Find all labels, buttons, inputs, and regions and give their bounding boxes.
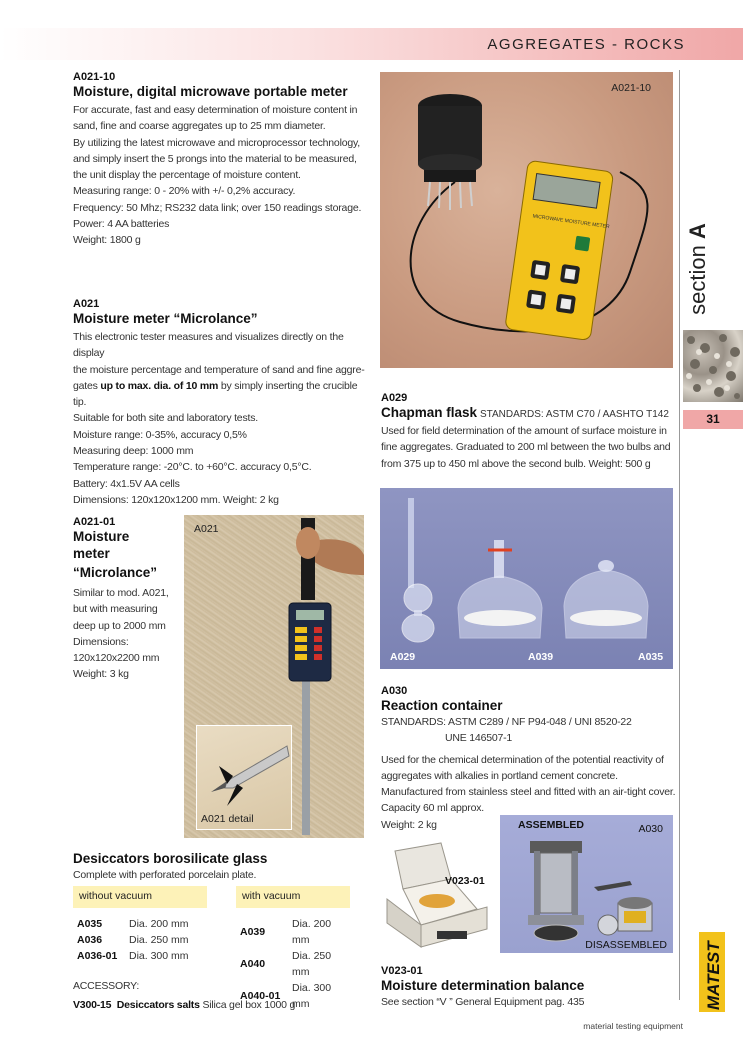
- desc-line: Capacity 60 ml approx.: [381, 802, 484, 815]
- standards-line: UNE 146507-1: [445, 732, 513, 745]
- desc-line: Weight: 1800 g: [73, 234, 141, 247]
- desc-line: deep up to 2000 mm: [73, 619, 166, 632]
- table-row: [77, 932, 189, 948]
- desc-line: Battery: 4x1.5V AA cells: [73, 477, 180, 490]
- table-cell-dia: Dia. 200 mm: [292, 918, 332, 946]
- table-cell-dia: Dia. 300 mm: [292, 982, 332, 1010]
- product-description: [73, 585, 178, 683]
- glassware-illustration: [380, 488, 673, 669]
- desc-line: Weight: 3 kg: [73, 668, 129, 681]
- product-description: See section “V ” General Equipment pag. 435: [381, 996, 585, 1008]
- product-title: Moisture meter “Microlance”: [73, 311, 258, 326]
- desc-line: Suitable for both site and laboratory tests.: [73, 412, 258, 425]
- desc-line: Moisture range: 0-35%, accuracy 0,5%: [73, 428, 247, 441]
- photo-v023-01: [381, 839, 498, 961]
- desc-line: Manufactured from stainless steel and fitted with an air-tight cover.: [381, 786, 676, 799]
- table-row: [240, 948, 350, 980]
- product-code: A021: [73, 298, 100, 310]
- product-standards: STANDARDS: ASTM C70 / AASHTO T142: [479, 409, 669, 420]
- photo-label: A030: [638, 823, 663, 835]
- desc-line: 120x120x2200 mm: [73, 652, 160, 665]
- table-header: with vacuum: [236, 886, 350, 908]
- table-cell-code: A036: [77, 934, 103, 946]
- table-row: [240, 916, 350, 948]
- page-number: 31: [683, 410, 743, 429]
- desiccators-block: [73, 850, 363, 883]
- product-subtitle: Complete with perforated porcelain plate.: [73, 869, 257, 881]
- desc-line: Used for field determination of the amount of surface moisture in: [381, 425, 667, 437]
- photo-label: A021-10: [611, 82, 651, 94]
- accessory-code: V300-15: [73, 999, 112, 1011]
- desc-line: Dimensions:: [73, 635, 129, 648]
- desc-text: gates: [73, 379, 101, 392]
- desc-text: by simply inserting the crucible tip.: [73, 379, 358, 409]
- photo-a021: [184, 515, 364, 838]
- product-title: meter: [73, 546, 110, 561]
- table-cell-dia: Dia. 250 mm: [292, 950, 332, 978]
- table-row: [77, 948, 189, 964]
- brand-name: MATEST: [704, 941, 723, 1010]
- product-code: A021-10: [73, 71, 116, 83]
- product-a021: [73, 298, 373, 508]
- product-title: Chapman flask: [381, 405, 478, 420]
- desc-line: and simply insert the 5 prongs into the material to be measured,: [73, 152, 357, 165]
- desc-emphasis: up to max. dia. of 10 mm: [100, 379, 219, 392]
- table-without-vacuum: [73, 886, 207, 964]
- reaction-container-illustration: [500, 815, 673, 953]
- product-standards: [381, 714, 681, 747]
- microwave-meter-illustration: [380, 72, 673, 368]
- aggregates-thumbnail: [683, 330, 743, 402]
- desc-line: [73, 378, 373, 411]
- table-cell-code: A035: [77, 918, 103, 930]
- photo-a030: [500, 815, 673, 953]
- desc-line: For accurate, fast and easy determination of moisture content in: [73, 104, 358, 116]
- desc-line: This electronic tester measures and visualizes directly on the display: [73, 331, 344, 360]
- table-cell-code: A040-01: [240, 990, 281, 1002]
- photo-label: A035: [638, 651, 664, 663]
- product-description: [73, 329, 373, 508]
- product-code: A030: [381, 685, 408, 697]
- accessory-label: ACCESSORY:: [73, 980, 140, 992]
- photo-a021-detail: [196, 725, 292, 830]
- product-description: [73, 102, 373, 249]
- desc-line: the moisture percentage and temperature of sand and fine aggre-: [73, 363, 365, 376]
- section-tab: [680, 214, 743, 324]
- desc-line: Measuring deep: 1000 mm: [73, 445, 194, 458]
- section-label: [680, 214, 716, 324]
- product-code: A029: [381, 392, 408, 404]
- desc-line: Similar to mod. A021,: [73, 587, 169, 599]
- product-a021-01: [73, 516, 178, 683]
- standards-line: STANDARDS: ASTM C289 / NF P94-048 / UNI 8520-22: [381, 716, 632, 728]
- table-header: without vacuum: [73, 886, 207, 908]
- table-body: [77, 916, 189, 964]
- product-title: Moisture: [73, 529, 130, 544]
- desc-line: Temperature range: -20°C. to +60°C. accuracy 0,5°C.: [73, 461, 312, 474]
- table-cell-dia: Dia. 250 mm: [129, 934, 189, 946]
- product-title: Moisture determination balance: [381, 978, 585, 993]
- photo-label: ASSEMBLED: [518, 819, 584, 831]
- desc-line: aggregates with alkalies in portland cement concrete.: [381, 769, 618, 782]
- product-code: A021-01: [73, 516, 116, 528]
- desc-line: Used for the chemical determination of the potential reactivity of: [381, 753, 664, 766]
- table-cell-code: A039: [240, 926, 266, 938]
- svg-text:MICROWAVE MOISTURE METER: MICROWAVE MOISTURE METER: [532, 213, 610, 231]
- desc-line: Frequency: 50 Mhz; RS232 data link; over 150 readings storage.: [73, 201, 362, 214]
- desc-line: By utilizing the latest microwave and microprocessor technology,: [73, 136, 360, 149]
- product-a030: [381, 685, 681, 833]
- product-a029: [381, 392, 681, 472]
- margin-divider: [679, 70, 680, 1000]
- desc-line: Weight: 2 kg: [381, 818, 437, 831]
- table-cell-dia: Dia. 200 mm: [129, 918, 189, 930]
- section-word: section: [685, 245, 710, 315]
- table-cell-dia: Dia. 300 mm: [129, 950, 189, 962]
- rocks-texture: [683, 330, 743, 402]
- product-title: Moisture, digital microwave portable meter: [73, 84, 348, 99]
- accessory-desc: Silica gel box 1000 g: [202, 999, 296, 1011]
- balance-illustration: [381, 839, 498, 961]
- product-a021-10: [73, 71, 373, 249]
- desc-line: sand, fine and coarse aggregates up to 25 mm diameter.: [73, 120, 326, 133]
- desc-line: Power: 4 AA batteries: [73, 218, 170, 231]
- desc-line: from 375 up to 450 ml above the second bulb. Weight: 500 g: [381, 457, 651, 470]
- product-title-row: [381, 404, 681, 421]
- table-cell-code: A040: [240, 958, 266, 970]
- photo-label: A039: [528, 651, 554, 663]
- product-title: “Microlance”: [73, 565, 158, 580]
- desc-line: fine aggregates. Graduated to 200 ml between the two bulbs and: [381, 441, 671, 454]
- footer-tagline: material testing equipment: [583, 1021, 683, 1031]
- accessory-line: [73, 997, 373, 1013]
- table-row: [77, 916, 189, 932]
- photo-label: DISASSEMBLED: [585, 939, 667, 951]
- product-code: V023-01: [381, 965, 423, 977]
- desc-line: Measuring range: 0 - 20% with +/- 0,2% accuracy.: [73, 185, 296, 198]
- desc-line: the unit display the percentage of moisture content.: [73, 169, 301, 182]
- photo-label: A021: [194, 523, 219, 535]
- matest-logo: [681, 932, 743, 1012]
- desc-line: Dimensions: 120x120x1200 mm. Weight: 2 kg: [73, 493, 279, 506]
- photo-label: A029: [390, 651, 416, 663]
- photo-label: V023-01: [445, 875, 485, 887]
- photo-a021-10: [380, 72, 673, 368]
- photo-a029-a039-a035: [380, 488, 673, 669]
- page-header-title: AGGREGATES - ROCKS: [487, 36, 685, 53]
- table-cell-code: A036-01: [77, 950, 118, 962]
- section-letter: A: [685, 223, 710, 240]
- desc-line: but with measuring: [73, 603, 158, 616]
- product-description: [381, 423, 681, 472]
- accessory-name: Desiccators salts: [116, 999, 200, 1011]
- brand-logo: [681, 932, 743, 1012]
- product-title: Desiccators borosilicate glass: [73, 851, 268, 866]
- product-v023-01: [381, 965, 681, 1010]
- product-title: Reaction container: [381, 698, 503, 713]
- photo-label: A021 detail: [201, 813, 254, 825]
